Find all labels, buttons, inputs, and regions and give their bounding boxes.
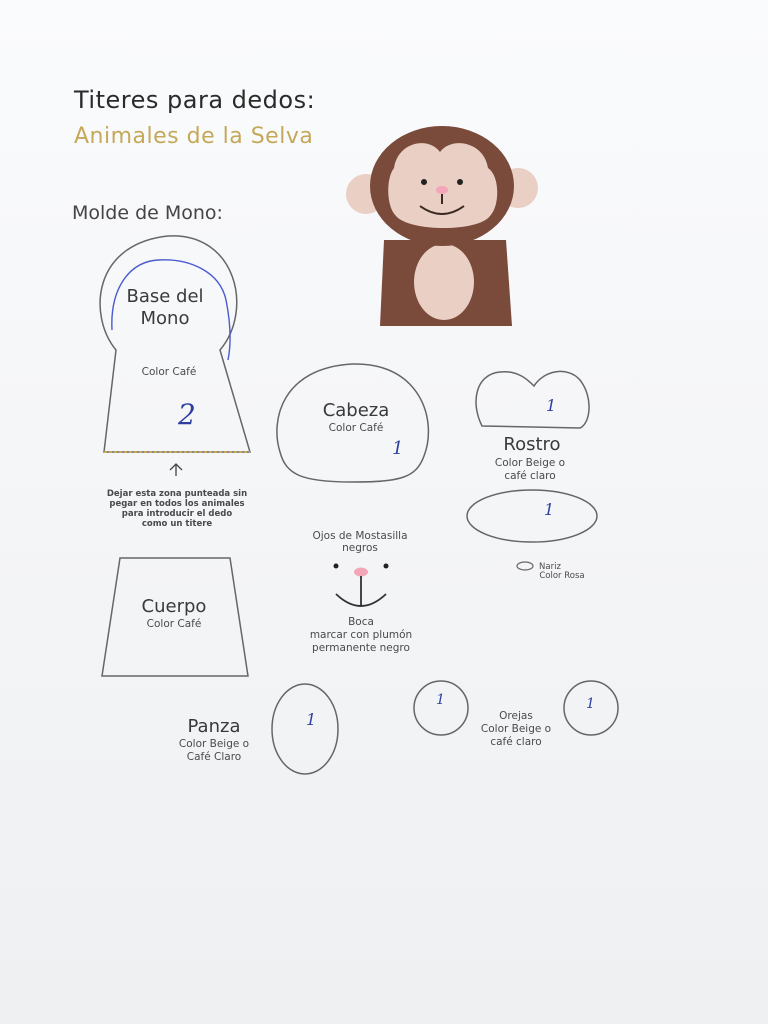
ojos-label-2: negros [342,542,378,554]
rostro-label: Rostro [503,434,561,455]
nariz-label: Nariz [539,562,561,572]
panza-label: Panza [187,716,241,737]
nariz-color: Color Rosa [539,571,585,581]
panza-piece-outline [272,684,338,774]
cabeza-color: Color Café [328,422,384,434]
rostro-count-bottom: 1 [544,500,555,519]
monkey-nose [436,186,448,194]
cuerpo-color: Color Café [146,618,202,630]
orejas-color-2: café claro [490,736,542,748]
panza-color-1: Color Beige o [178,738,250,750]
base-count: 2 [178,398,196,431]
base-label-2: Mono [140,308,190,329]
note-line-4: como un titere [141,519,213,529]
base-label-1: Base del [126,286,204,307]
page-subtitle: Animales de la Selva [74,124,314,149]
monkey-face [388,143,497,228]
page-title: Titeres para dedos: [74,86,316,114]
monkey-belly [414,244,474,320]
rostro-color-1: Color Beige o [494,457,566,469]
nariz-sample [354,568,368,577]
cabeza-label: Cabeza [322,400,390,421]
boca-line [336,576,386,606]
ojos-label-1: Ojos de Mostasilla [312,530,408,542]
base-piece-outline [100,236,250,452]
cuerpo-label: Cuerpo [141,596,207,617]
boca-label-1: Boca [348,616,374,628]
boca-label-2: marcar con plumón [309,629,413,641]
monkey-left-eye [421,179,427,185]
arrow-up-icon [170,464,182,476]
rostro-bottom-outline [467,490,597,542]
rostro-count-top: 1 [546,396,557,415]
cabeza-count: 1 [392,438,404,459]
base-color: Color Café [141,366,197,378]
note-line-1: Dejar esta zona punteada sin [106,489,248,499]
note-line-2: pegar en todos los animales [109,499,245,509]
boca-label-3: permanente negro [312,642,410,654]
oreja-left-count: 1 [436,692,445,708]
orejas-label: Orejas [499,710,533,722]
panza-count: 1 [306,710,317,729]
rostro-top-outline [476,371,589,428]
note-line-3: para introducir el dedo [121,509,233,519]
ojo-left [334,564,339,569]
section-title: Molde de Mono: [72,202,223,224]
monkey-illustration [346,126,538,326]
panza-color-2: Café Claro [186,751,242,763]
monkey-right-eye [457,179,463,185]
orejas-color-1: Color Beige o [480,723,552,735]
rostro-color-2: café claro [504,470,556,482]
oreja-right-count: 1 [586,696,595,712]
ojo-right [384,564,389,569]
cuerpo-piece-outline [102,558,248,676]
